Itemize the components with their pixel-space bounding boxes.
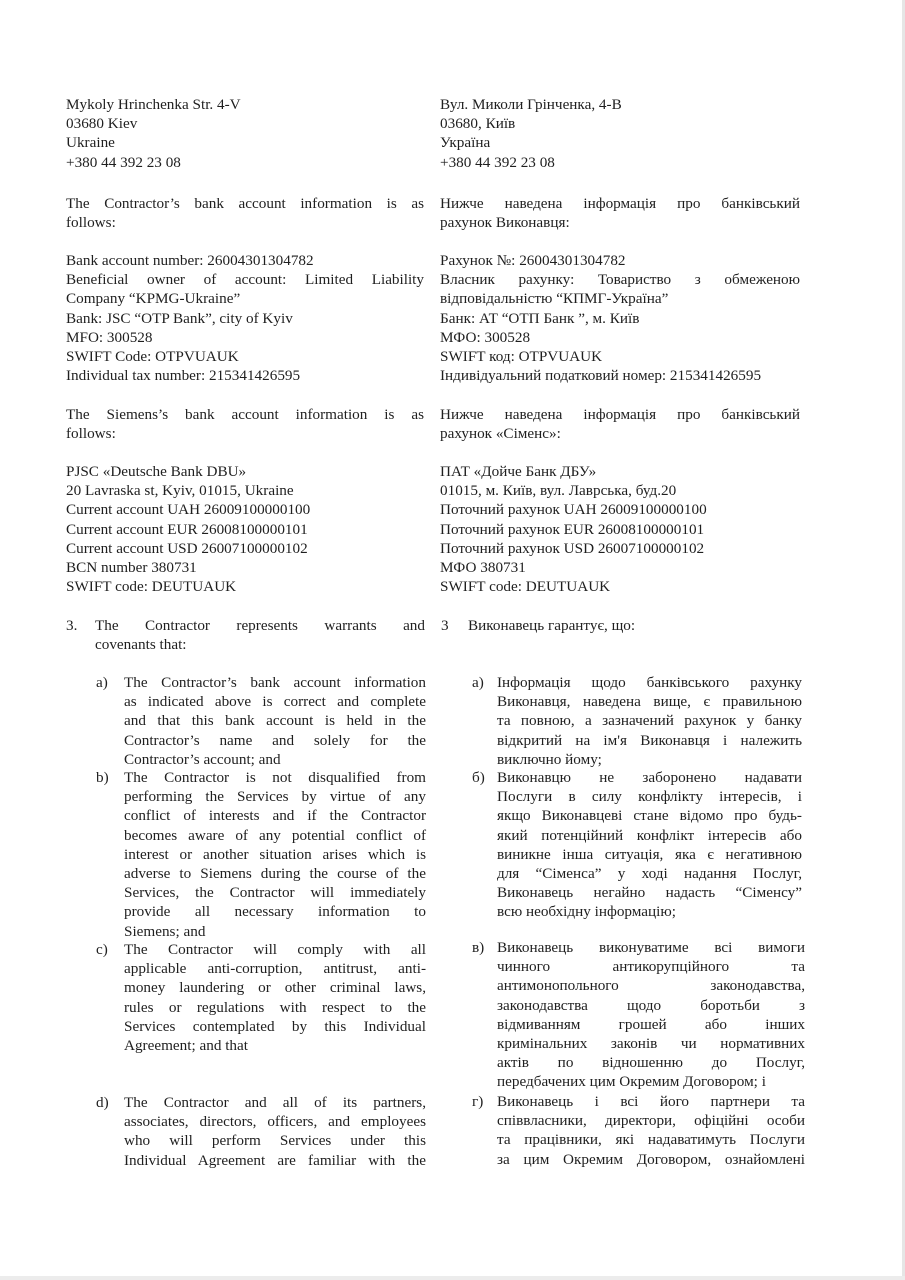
en-item-line: Services, the Contractor will immediately [124, 884, 426, 902]
ua-bank-line: відповідальністю “КПМГ-Україна” [440, 290, 669, 308]
ua-contractor-bank-details [440, 251, 800, 385]
ua-bank-line: Поточний рахунок USD 26007100000102 [440, 539, 705, 557]
ua-item-line: та повною, а зазначений рахунок у банку [497, 712, 802, 730]
ua-item-line: Виконавець негайно надасть “Сіменсу” [497, 884, 802, 902]
en-siemens-bank-intro [66, 405, 424, 443]
en-item-line: adverse to Siemens during the course of the [124, 865, 426, 883]
en-item-line: as indicated above is correct and complete [124, 693, 426, 711]
en-item-line: Contractor’s account; and [124, 750, 281, 768]
ua-item-line: Послуги в силу конфлікту інтересів, і [497, 788, 802, 806]
en-bank-line: Company “KPMG-Ukraine” [66, 290, 241, 308]
en-item-line: associates, directors, officers, and employees [124, 1113, 426, 1131]
ua-item-line: який потенційний конфлікт інтересів або [497, 826, 802, 844]
ua-contractor-bank-intro [440, 194, 800, 232]
en-item-c-text [124, 940, 426, 1055]
en-item-line: The Contractor and all of its partners, [124, 1094, 426, 1111]
en-item-marker: a) [96, 674, 108, 691]
en-paragraph-line: follows: [66, 214, 116, 232]
ua-paragraph-line: Нижче наведена інформація про банківський [440, 195, 800, 212]
ua-item-d-text [497, 1092, 805, 1169]
en-paragraph-line: The Siemens’s bank account information is as [66, 406, 424, 423]
ua-bank-line: 01015, м. Київ, вул. Лаврська, буд.20 [440, 482, 677, 500]
en-bank-line: Current account USD 26007100000102 [66, 539, 308, 557]
ua-item-line: передбачених цим Окремим Договором; і [497, 1073, 766, 1091]
ua-bank-line: Індивідуальний податковий номер: 215341426595 [440, 367, 762, 385]
ua-item-line: законодавства щодо боротьби з [497, 996, 805, 1014]
ua-clause-number: 3 [441, 617, 449, 634]
en-item-marker: b) [96, 769, 109, 786]
en-bank-line: PJSC «Deutsche Bank DBU» [66, 463, 247, 480]
ua-item-line: чинного антикорупційного та [497, 958, 805, 976]
ua-item-line: співвласники, директори, офіційні особи [497, 1112, 805, 1130]
en-bank-line: BCN number 380731 [66, 559, 197, 577]
en-paragraph-line: The Contractor represents warrants and [95, 617, 425, 634]
en-item-line: rules or regulations with respect to the [124, 998, 426, 1016]
en-item-line: Agreement; and that [124, 1037, 248, 1055]
ua-item-line: якщо Виконавцеві стане відомо про будь- [497, 807, 802, 825]
en-item-line: The Contractor’s bank account information [124, 674, 426, 691]
en-bank-line: MFO: 300528 [66, 328, 153, 346]
ua-paragraph-line: Виконавець гарантує, що: [468, 617, 636, 634]
ua-item-marker: г) [472, 1093, 484, 1110]
scan-edge-bottom [0, 1276, 905, 1280]
ua-clause-3-text [468, 616, 798, 635]
en-clause-number: 3. [66, 617, 78, 634]
ua-bank-line: МФО 380731 [440, 559, 526, 577]
en-item-line: Contractor’s name and solely for the [124, 731, 426, 749]
ua-item-line: Виконавця, наведена вище, є правильною [497, 693, 802, 711]
en-bank-line: Beneficial owner of account: Limited Liability [66, 271, 424, 289]
ua-item-line: Виконавець виконуватиме всі вимоги [497, 939, 805, 956]
en-item-line: performing the Services by virtue of any [124, 788, 426, 806]
ua-paragraph-line: рахунок Виконавця: [440, 214, 570, 232]
en-item-line: who will perform Services under this [124, 1132, 426, 1150]
ua-item-line: актів по відношенню до Послуг, [497, 1054, 805, 1072]
en-address [66, 95, 436, 172]
ua-siemens-bank-details [440, 462, 800, 596]
ua-bank-line: Рахунок №: 26004301304782 [440, 252, 626, 269]
ua-bank-line: SWIFT код: OTPVUAUK [440, 348, 603, 366]
ua-bank-line: Поточний рахунок EUR 26008100000101 [440, 520, 705, 538]
ua-bank-line: ПАТ «Дойче Банк ДБУ» [440, 463, 597, 480]
ua-item-c-text [497, 938, 805, 1092]
en-item-line: Siemens; and [124, 922, 206, 940]
en-item-line: The Contractor will comply with all [124, 941, 426, 958]
ua-item-a-text [497, 673, 802, 769]
en-clause-3-text [95, 616, 425, 654]
ua-item-marker: б) [472, 769, 485, 786]
ua-item-line: виникне інша ситуація, яка є негативною [497, 845, 802, 863]
en-item-d-text [124, 1093, 426, 1170]
ua-item-line: відкритий на ім'я Виконавця і належить [497, 731, 802, 749]
en-item-marker: c) [96, 941, 108, 958]
ua-address-line: +380 44 392 23 08 [440, 153, 555, 171]
ua-address-line: Вул. Миколи Грінченка, 4-В [440, 96, 622, 113]
ua-address-line: 03680, Київ [440, 115, 516, 133]
en-paragraph-line: covenants that: [95, 636, 187, 654]
ua-bank-line: Поточний рахунок UAH 26009100000100 [440, 501, 707, 519]
en-item-line: money laundering or other criminal laws, [124, 979, 426, 997]
ua-address [440, 95, 810, 172]
en-contractor-bank-details [66, 251, 424, 385]
ua-item-line: за цим Окремим Договором, ознайомлені [497, 1150, 805, 1168]
en-item-line: and that this bank account is held in the [124, 712, 426, 730]
ua-item-marker: а) [472, 674, 484, 691]
ua-item-line: відмиванням грошей або інших [497, 1015, 805, 1033]
ua-paragraph-line: Нижче наведена інформація про банківський [440, 406, 800, 423]
en-bank-line: SWIFT code: DEUTUAUK [66, 578, 237, 596]
en-item-line: The Contractor is not disqualified from [124, 769, 426, 786]
ua-item-line: виключно йому; [497, 750, 602, 768]
en-item-line: Individual Agreement are familiar with the [124, 1151, 426, 1169]
en-item-line: conflict of interests and if the Contractor [124, 807, 426, 825]
en-address-line: +380 44 392 23 08 [66, 153, 181, 171]
en-siemens-bank-details [66, 462, 424, 596]
en-paragraph-line: The Contractor’s bank account information is as [66, 195, 424, 212]
ua-siemens-bank-intro [440, 405, 800, 443]
ua-item-line: Виконавцю не заборонено надавати [497, 769, 802, 786]
en-address-line: 03680 Kiev [66, 115, 138, 133]
en-bank-line: Bank: JSC “OTP Bank”, city of Kyiv [66, 309, 293, 327]
ua-bank-line: Власник рахунку: Товариство з обмеженою [440, 271, 800, 289]
ua-item-line: антимонопольного законодавства, [497, 977, 805, 995]
en-paragraph-line: follows: [66, 425, 116, 443]
en-item-line: becomes aware of any potential conflict of [124, 826, 426, 844]
en-item-line: provide all necessary information to [124, 903, 426, 921]
en-bank-line: Individual tax number: 215341426595 [66, 367, 301, 385]
ua-paragraph-line: рахунок «Сіменс»: [440, 425, 561, 443]
en-item-a-text [124, 673, 426, 769]
en-contractor-bank-intro [66, 194, 424, 232]
ua-item-line: Інформація щодо банківського рахунку [497, 674, 802, 691]
en-item-line: Services contemplated by this Individual [124, 1017, 426, 1035]
ua-bank-line: SWIFT code: DEUTUAUK [440, 578, 611, 596]
en-item-marker: d) [96, 1094, 109, 1111]
en-bank-line: Current account UAH 26009100000100 [66, 501, 311, 519]
en-bank-line: 20 Lavraska st, Kyiv, 01015, Ukraine [66, 482, 294, 500]
en-bank-line: Bank account number: 26004301304782 [66, 252, 314, 269]
ua-bank-line: Банк: АТ “ОТП Банк ”, м. Київ [440, 309, 640, 327]
ua-item-line: для “Сіменса” у ході надання Послуг, [497, 865, 802, 883]
en-item-line: interest or another situation arises which is [124, 845, 426, 863]
ua-item-line: та працівники, які надаватимуть Послуги [497, 1131, 805, 1149]
en-bank-line: Current account EUR 26008100000101 [66, 520, 308, 538]
ua-item-line: Виконавець і всі його партнери та [497, 1093, 805, 1110]
ua-address-line: Україна [440, 134, 491, 152]
ua-item-marker: в) [472, 939, 485, 956]
en-bank-line: SWIFT Code: OTPVUAUK [66, 348, 239, 366]
ua-bank-line: МФО: 300528 [440, 328, 531, 346]
ua-item-line: всю необхідну інформацію; [497, 903, 676, 921]
ua-item-b-text [497, 768, 802, 922]
ua-item-line: кримінальних законів чи нормативних [497, 1035, 805, 1053]
en-address-line: Ukraine [66, 134, 115, 152]
en-address-line: Mykoly Hrinchenka Str. 4-V [66, 96, 241, 113]
en-item-line: applicable anti-corruption, antitrust, anti- [124, 960, 426, 978]
en-item-b-text [124, 768, 426, 941]
